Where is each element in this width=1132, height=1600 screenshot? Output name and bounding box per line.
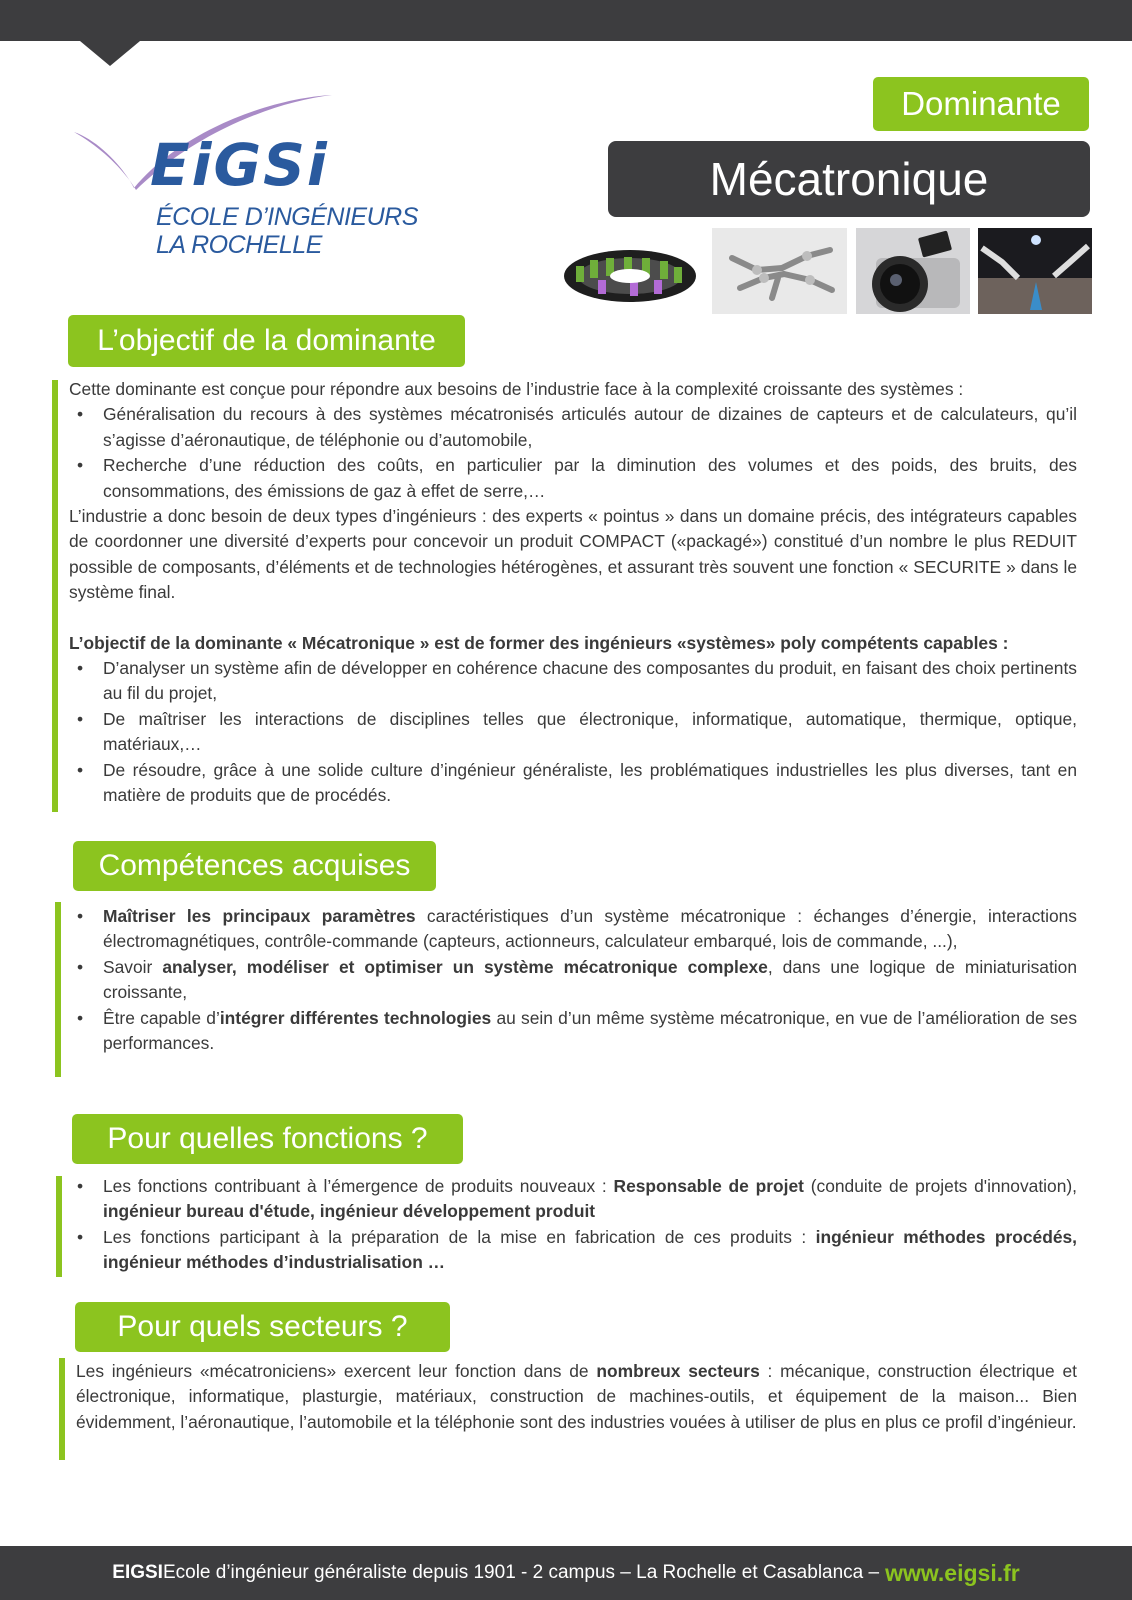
logo-wordmark: EiGSi: [150, 131, 329, 199]
space-robot-arms-photo: [978, 228, 1092, 314]
list-item: • Maîtriser les principaux paramètres caractéristiques d’un système mécatronique : échanges d’énergie, interactions électromagnétiques, contrôle-commande (capteurs, actionneurs, calculateur embarqué, lois de commande, ...),: [69, 904, 1077, 955]
fonctions-list: [69, 1174, 1077, 1276]
section-body-objectif: [69, 377, 1077, 809]
top-notch: [80, 41, 140, 66]
page-title: Mécatronique: [608, 141, 1090, 217]
section-bar-competences: [55, 902, 61, 1077]
objectif-list-1: [69, 402, 1077, 504]
objectif-bold-line: L’objectif de la dominante « Mécatronique » est de former des ingénieurs «systèmes» poly compétents capables :: [69, 632, 1009, 653]
section-heading-competences: Compétences acquises: [73, 841, 436, 891]
footer: [0, 1546, 1132, 1600]
secteurs-paragraph: Les ingénieurs «mécatroniciens» exercent leur fonction dans de nombreux secteurs : mécanique, construction électrique et électronique, informatique, plasturgie, matériaux, construction de machines-outils, et équipement de la maison... Bien évidemment, l’aéronautique, l’automobile et la téléphonie sont des industries vouées à utiliser de plus en plus ce profil d’ingénieur.: [76, 1361, 1077, 1432]
top-bar: [0, 0, 1132, 41]
logo-subtitle-line1: ÉCOLE D’INGÉNIEURS: [156, 203, 418, 231]
list-item: • Recherche d’une réduction des coûts, en particulier par la diminution des volumes et des poids, des bruits, des consommations, des émissions de gaz à effet de serre,…: [69, 453, 1077, 504]
footer-text: Ecole d’ingénieur généraliste depuis 1901 - 2 campus – La Rochelle et Casablanca –: [162, 1562, 880, 1583]
section-heading-objectif: L’objectif de la dominante: [68, 315, 465, 367]
section-heading-secteurs: Pour quels secteurs ?: [75, 1302, 450, 1352]
eigsi-logo: [72, 90, 442, 265]
footer-website-link[interactable]: www.eigsi.fr: [885, 1559, 1020, 1586]
list-item: • Généralisation du recours à des systèmes mécatronisés articulés autour de dizaines de capteurs et de calculateurs, qu’il s’agisse d’aéronautique, de téléphonie ou d’automobile,: [69, 402, 1077, 453]
objectif-paragraph: L’industrie a donc besoin de deux types d’ingénieurs : des experts « pointus » dans un domaine précis, des intégrateurs capables de coordonner une diversité d’experts pour concevoir un produit COMPACT («packagé») constitué d’un nombre le plus REDUIT possible de composants, d’éléments et de technologies hétérogènes, et assurant très souvent une fonction « SECURITE » dans le système final.: [69, 506, 1077, 603]
section-body-fonctions: [69, 1174, 1077, 1276]
section-body-secteurs: [76, 1359, 1077, 1435]
list-item: • Savoir analyser, modéliser et optimiser un système mécatronique complexe, dans une logique de miniaturisation croissante,: [69, 955, 1077, 1006]
logo-subtitle-line2: LA ROCHELLE: [156, 231, 322, 259]
section-bar-objectif: [52, 380, 58, 812]
dominante-badge: Dominante: [873, 77, 1089, 131]
objectif-list-2: [69, 656, 1077, 808]
objectif-intro: Cette dominante est conçue pour répondre aux besoins de l’industrie face à la complexité croissante des systèmes :: [69, 379, 964, 399]
robotic-hand-photo: [712, 228, 847, 314]
digital-camera-photo: [856, 228, 970, 314]
list-item: • D’analyser un système afin de développer en cohérence chacune des composantes du produit, en faisant des choix pertinents au fil du projet,: [69, 656, 1077, 707]
competences-list: [69, 904, 1077, 1056]
list-item: • Les fonctions participant à la préparation de la mise en fabrication de ces produits : ingénieur méthodes procédés, ingénieur méthodes d’industrialisation …: [69, 1225, 1077, 1276]
section-bar-fonctions: [56, 1176, 62, 1277]
list-item: • De résoudre, grâce à une solide culture d’ingénieur généraliste, les problématiques industrielles les plus diverses, tant en matière de produits que de procédés.: [69, 758, 1077, 809]
list-item: • De maîtriser les interactions de disciplines telles que électronique, informatique, automatique, thermique, optique, matériaux,…: [69, 707, 1077, 758]
smartphones-fan-photo: [560, 228, 700, 314]
footer-brand: EIGSI: [112, 1562, 163, 1583]
section-body-competences: [69, 904, 1077, 1056]
list-item: • Être capable d’intégrer différentes technologies au sein d’un même système mécatronique, en vue de l’amélioration de ses performances.: [69, 1006, 1077, 1057]
list-item: • Les fonctions contribuant à l’émergence de produits nouveaux : Responsable de projet (conduite de projets d'innovation), ingénieur bureau d'étude, ingénieur développement produit: [69, 1174, 1077, 1225]
section-bar-secteurs: [59, 1358, 65, 1460]
section-heading-fonctions: Pour quelles fonctions ?: [72, 1114, 463, 1164]
